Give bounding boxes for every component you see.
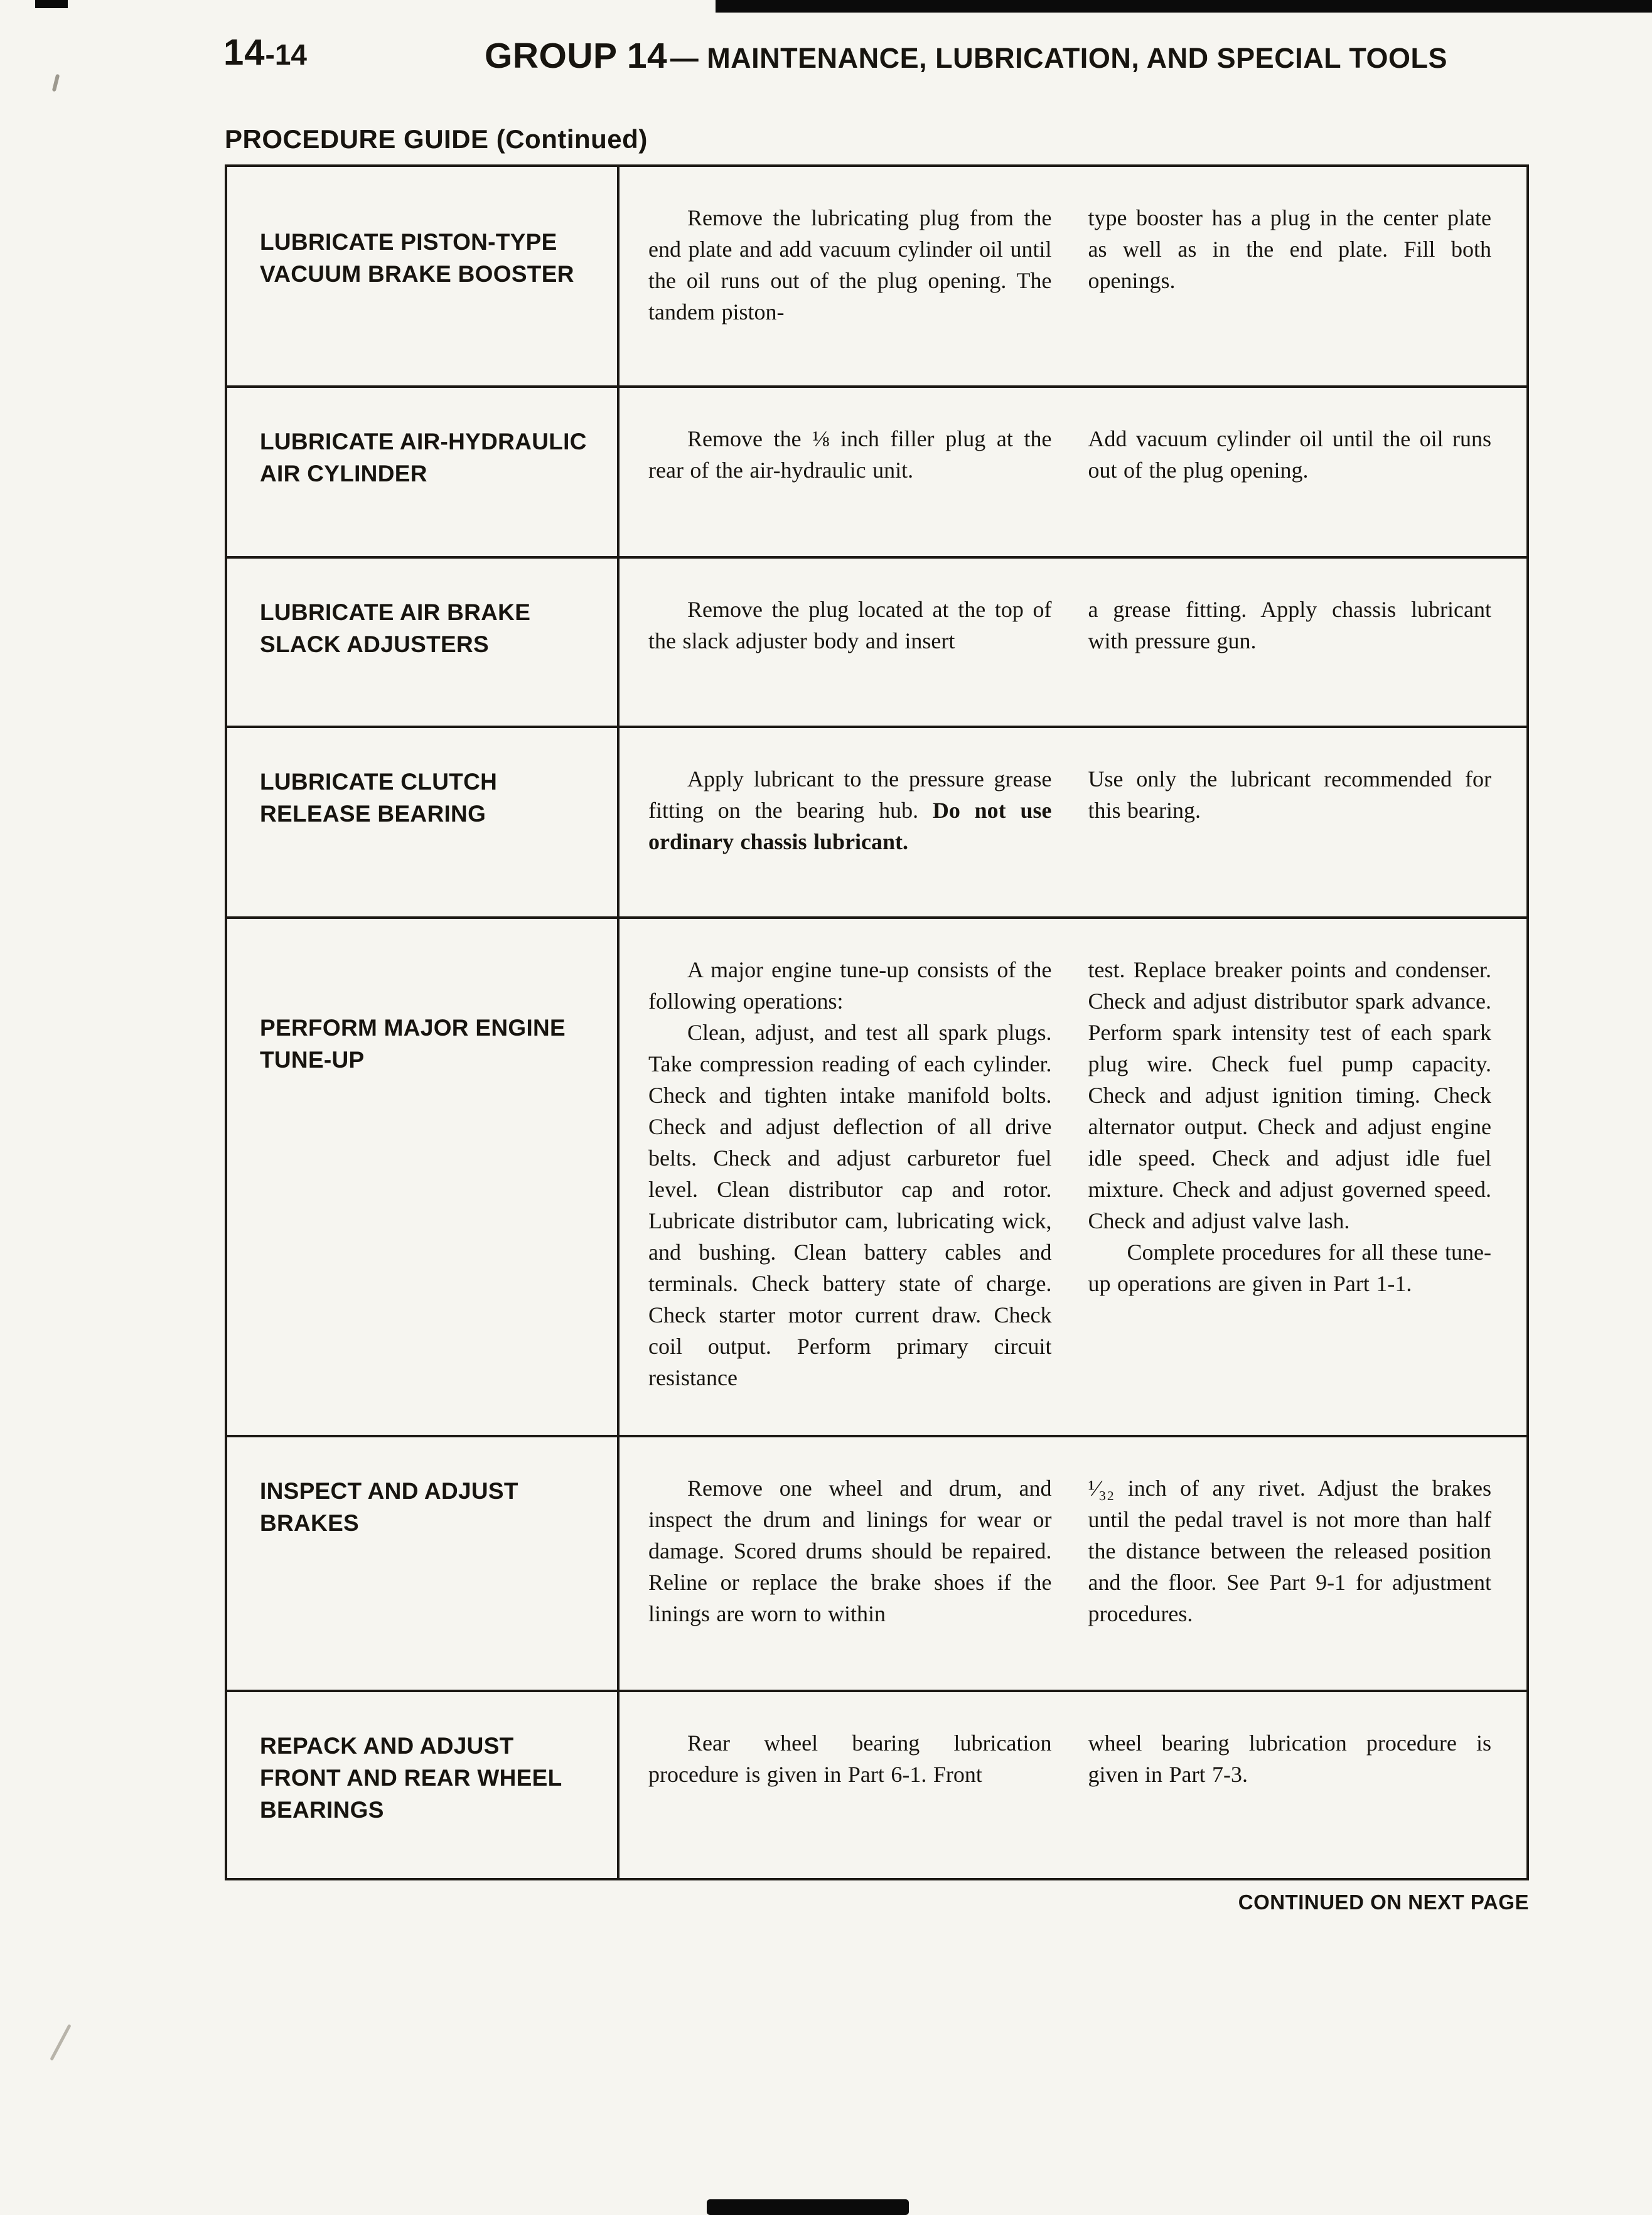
scan-artifact-margin-mark: [52, 74, 60, 92]
text-column-right: [1088, 594, 1492, 698]
paragraph: Add vacuum cylinder oil until the oil runs out of the plug opening.: [1088, 426, 1491, 483]
procedure-title-cell: [227, 1692, 620, 1878]
text-column-middle: [648, 423, 1052, 528]
paragraph: test. Replace breaker points and condenser. Check and adjust distributor spark advance. Perform spark intensity test of each spark plug wire. Check fuel pump capacity. Check and adjust ignition timing. Check alternator output. Check and adjust engine idle speed. Check and adjust idle fuel mixture. Check and adjust governed speed. Check and adjust valve lash.: [1088, 957, 1491, 1233]
procedure-guide-table-wrap: [225, 164, 1529, 1914]
text-column-right: [1088, 1472, 1492, 1662]
paragraph: Remove the plug located at the top of the slack adjuster body and insert: [648, 597, 1052, 653]
paragraph: Use only the lubricant recommended for this bearing.: [1088, 766, 1491, 823]
procedure-title: LUBRICATE AIR BRAKE SLACK ADJUSTERS: [260, 599, 531, 657]
table-row: [227, 726, 1526, 916]
procedure-title: PERFORM MAJOR ENGINE TUNE-UP: [260, 1015, 566, 1073]
table-row: [227, 167, 1526, 385]
procedure-title: REPACK AND ADJUST FRONT AND REAR WHEEL BEARINGS: [260, 1733, 562, 1823]
paragraph-text: Apply lubricant to the pressure grease fitting on the bearing hub.: [648, 766, 1052, 823]
table-row: [227, 916, 1526, 1435]
text-column-right: [1088, 954, 1492, 1407]
procedure-text-cell: [620, 167, 1526, 385]
text-column-middle: [648, 1727, 1052, 1850]
paragraph: Clean, adjust, and test all spark plugs. Take compression reading of each cylinder. Check and tighten intake manifold bolts. Check and adjust deflection of all drive belts. Check and adjust carburetor fuel level. Clean distributor cap and rotor. Lubricate distributor cam, lubricating wick, and bushing. Clean battery cables and terminals. Check battery state of charge. Check starter motor current draw. Check coil output. Perform primary circuit resistance: [648, 1020, 1052, 1390]
paragraph: A major engine tune-up consists of the following operations:: [648, 957, 1052, 1014]
procedure-guide-table: [225, 164, 1529, 1880]
group-subtitle: — MAINTENANCE, LUBRICATION, AND SPECIAL TOOLS: [670, 42, 1448, 74]
procedure-text-cell: [620, 1692, 1526, 1878]
page-number: [223, 31, 307, 73]
procedure-title-cell: [227, 559, 620, 726]
procedure-title: INSPECT AND ADJUST BRAKES: [260, 1478, 518, 1536]
paragraph: Remove the ⅛ inch filler plug at the rear of the air-hydraulic unit.: [648, 426, 1052, 483]
paragraph: Complete procedures for all these tune-up operations are given in Part 1-1.: [1088, 1240, 1491, 1296]
table-row: [227, 556, 1526, 726]
procedure-title-cell: [227, 919, 620, 1435]
section-title: PROCEDURE GUIDE (Continued): [225, 124, 648, 154]
scan-artifact-bottom: [707, 2199, 909, 2215]
group-heading: [485, 35, 1447, 77]
page-number-minor: -14: [265, 38, 307, 71]
continued-note: CONTINUED ON NEXT PAGE: [1238, 1891, 1529, 1914]
table-row: [227, 385, 1526, 556]
table-row: [227, 1690, 1526, 1878]
text-column-middle: [648, 954, 1052, 1407]
text-column-right: [1088, 763, 1492, 889]
text-column-right: [1088, 202, 1492, 358]
procedure-text-cell: [620, 728, 1526, 916]
procedure-title: LUBRICATE PISTON-TYPE VACUUM BRAKE BOOSTER: [260, 229, 574, 287]
scan-artifact-top-bar: [716, 0, 1652, 13]
text-column-right: [1088, 1727, 1492, 1850]
text-column-middle: [648, 202, 1052, 358]
procedure-title: LUBRICATE AIR-HYDRAULIC AIR CYLINDER: [260, 429, 587, 486]
paragraph: type booster has a plug in the center plate as well as in the end plate. Fill both openings.: [1088, 205, 1491, 293]
paragraph: a grease fitting. Apply chassis lubricant with pressure gun.: [1088, 597, 1491, 653]
text-column-right: [1088, 423, 1492, 528]
paragraph: Remove one wheel and drum, and inspect the drum and linings for wear or damage. Scored drums should be repaired. Reline or replace the brake shoes if the linings are worn to within: [648, 1476, 1052, 1626]
procedure-text-cell: [620, 1437, 1526, 1690]
paragraph: wheel bearing lubrication procedure is given in Part 7-3.: [1088, 1730, 1491, 1787]
procedure-text-cell: [620, 559, 1526, 726]
procedure-title-cell: [227, 167, 620, 385]
paragraph-bold-text: Do not use ordinary chassis lubricant.: [648, 798, 1052, 854]
page-number-major: 14: [223, 32, 266, 73]
procedure-title-cell: [227, 728, 620, 916]
text-column-middle: [648, 763, 1052, 889]
group-title: GROUP 14: [485, 36, 668, 76]
text-column-middle: [648, 594, 1052, 698]
procedure-text-cell: [620, 388, 1526, 556]
paragraph: [648, 763, 1052, 857]
table-row: [227, 1435, 1526, 1690]
paragraph: ¹⁄₃₂ inch of any rivet. Adjust the brakes until the pedal travel is not more than half the distance between the released position and the floor. See Part 9-1 for adjustment procedures.: [1088, 1476, 1491, 1626]
scan-artifact-top-left: [35, 0, 68, 8]
procedure-title-cell: [227, 1437, 620, 1690]
scan-artifact-margin-curve: [50, 2024, 71, 2061]
paragraph: Remove the lubricating plug from the end plate and add vacuum cylinder oil until the oil runs out of the plug opening. The tandem piston-: [648, 205, 1052, 324]
paragraph: Rear wheel bearing lubrication procedure is given in Part 6-1. Front: [648, 1730, 1052, 1787]
text-column-middle: [648, 1472, 1052, 1662]
procedure-title-cell: [227, 388, 620, 556]
procedure-text-cell: [620, 919, 1526, 1435]
procedure-title: LUBRICATE CLUTCH RELEASE BEARING: [260, 769, 498, 827]
